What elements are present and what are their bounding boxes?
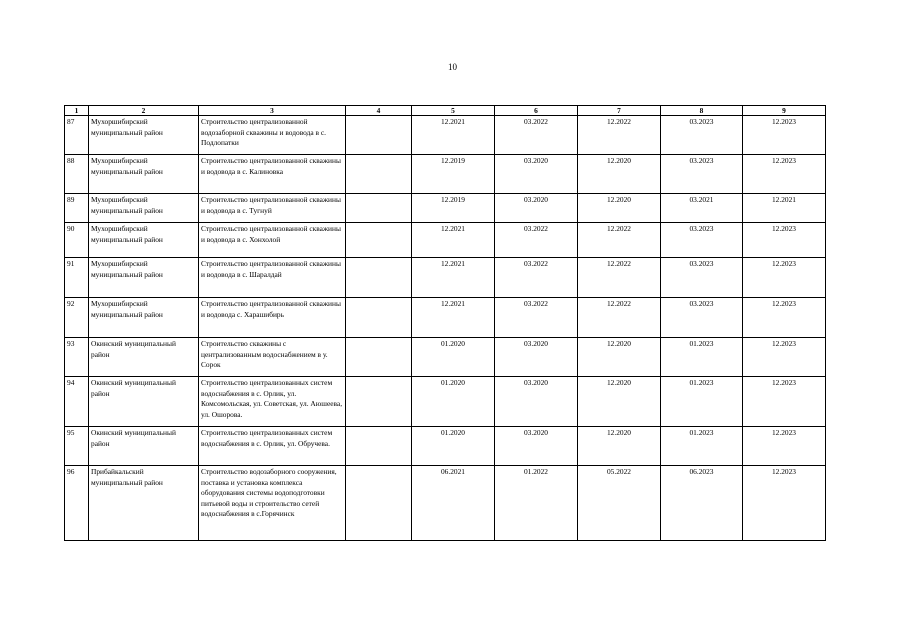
col9-date: 12.2023	[743, 223, 826, 258]
col6-date: 03.2022	[495, 116, 578, 155]
object-cell: Строительство централизованной скважины и водовода в с. Тугнуй	[199, 194, 346, 223]
col8-date: 03.2023	[661, 258, 743, 298]
col4-cell	[346, 427, 412, 466]
column-header-9: 9	[743, 106, 826, 116]
object-cell: Строительство централизованной водозаборной скважины и водовода в с. Подлопатки	[199, 116, 346, 155]
object-cell: Строительство скважины с централизованным водоснабжением в у. Сорок	[199, 338, 346, 377]
col5-date: 12.2021	[412, 298, 495, 338]
col9-date: 12.2023	[743, 116, 826, 155]
col7-date: 12.2020	[578, 377, 661, 427]
col8-date: 01.2023	[661, 338, 743, 377]
table-row	[65, 258, 826, 298]
column-header-4: 4	[346, 106, 412, 116]
col4-cell	[346, 298, 412, 338]
col8-date: 06.2023	[661, 466, 743, 541]
table-row	[65, 194, 826, 223]
col8-date: 01.2023	[661, 427, 743, 466]
table-row	[65, 298, 826, 338]
col7-date: 12.2022	[578, 298, 661, 338]
object-cell: Строительство централизованной скважины и водовода в с. Шаралдай	[199, 258, 346, 298]
table-row	[65, 427, 826, 466]
col6-date: 03.2022	[495, 223, 578, 258]
col9-date: 12.2023	[743, 377, 826, 427]
col6-date: 03.2022	[495, 258, 578, 298]
schedule-table	[64, 105, 826, 541]
column-header-3: 3	[199, 106, 346, 116]
col9-date: 12.2023	[743, 155, 826, 194]
row-number: 89	[65, 194, 89, 223]
col4-cell	[346, 155, 412, 194]
col7-date: 12.2022	[578, 116, 661, 155]
col5-date: 12.2021	[412, 116, 495, 155]
district-cell: Мухоршибирский муниципальный район	[89, 223, 199, 258]
row-number: 90	[65, 223, 89, 258]
district-cell: Мухоршибирский муниципальный район	[89, 116, 199, 155]
table-body	[65, 116, 826, 541]
col8-date: 03.2023	[661, 223, 743, 258]
object-cell: Строительство централизованной скважины и водовода в с. Калиновка	[199, 155, 346, 194]
col9-date: 12.2023	[743, 298, 826, 338]
col9-date: 12.2021	[743, 194, 826, 223]
district-cell: Окинский муниципальный район	[89, 427, 199, 466]
column-header-1: 1	[65, 106, 89, 116]
col7-date: 12.2020	[578, 155, 661, 194]
col5-date: 01.2020	[412, 338, 495, 377]
district-cell: Окинский муниципальный район	[89, 338, 199, 377]
col4-cell	[346, 194, 412, 223]
object-cell: Строительство водозаборного сооружения, поставка и установка комплекса оборудования системы водоподготовки питьевой воды и строительство сетей водоснабжения в с.Горячинск	[199, 466, 346, 541]
col4-cell	[346, 377, 412, 427]
district-cell: Прибайкальский муниципальный район	[89, 466, 199, 541]
col8-date: 01.2023	[661, 377, 743, 427]
col6-date: 03.2020	[495, 338, 578, 377]
col6-date: 01.2022	[495, 466, 578, 541]
row-number: 91	[65, 258, 89, 298]
row-number: 87	[65, 116, 89, 155]
col8-date: 03.2023	[661, 116, 743, 155]
col8-date: 03.2023	[661, 298, 743, 338]
col4-cell	[346, 338, 412, 377]
col7-date: 12.2022	[578, 258, 661, 298]
district-cell: Мухоршибирский муниципальный район	[89, 155, 199, 194]
district-cell: Мухоршибирский муниципальный район	[89, 194, 199, 223]
object-cell: Строительство централизованной скважины и водовода с. Харашибирь	[199, 298, 346, 338]
col5-date: 12.2019	[412, 194, 495, 223]
col5-date: 12.2019	[412, 155, 495, 194]
col5-date: 12.2021	[412, 223, 495, 258]
table-row	[65, 338, 826, 377]
col6-date: 03.2020	[495, 155, 578, 194]
col4-cell	[346, 466, 412, 541]
page-number: 10	[448, 62, 457, 72]
col5-date: 01.2020	[412, 427, 495, 466]
row-number: 96	[65, 466, 89, 541]
column-header-7: 7	[578, 106, 661, 116]
col9-date: 12.2023	[743, 338, 826, 377]
object-cell: Строительство централизованных систем водоснабжения в с. Орлик, ул. Комсомольская, ул. Советская, ул. Аюшеева, ул. Ошорова.	[199, 377, 346, 427]
col7-date: 12.2020	[578, 338, 661, 377]
district-cell: Окинский муниципальный район	[89, 377, 199, 427]
col9-date: 12.2023	[743, 258, 826, 298]
col5-date: 06.2021	[412, 466, 495, 541]
col9-date: 12.2023	[743, 427, 826, 466]
district-cell: Мухоршибирский муниципальный район	[89, 258, 199, 298]
row-number: 95	[65, 427, 89, 466]
column-header-6: 6	[495, 106, 578, 116]
col6-date: 03.2020	[495, 427, 578, 466]
object-cell: Строительство централизованных систем водоснабжения в с. Орлик, ул. Обручева.	[199, 427, 346, 466]
table-row	[65, 466, 826, 541]
col5-date: 12.2021	[412, 258, 495, 298]
table-row	[65, 116, 826, 155]
table-row	[65, 223, 826, 258]
column-header-8: 8	[661, 106, 743, 116]
col6-date: 03.2020	[495, 194, 578, 223]
col5-date: 01.2020	[412, 377, 495, 427]
header-row	[65, 106, 826, 116]
col8-date: 03.2021	[661, 194, 743, 223]
col9-date: 12.2023	[743, 466, 826, 541]
col6-date: 03.2022	[495, 298, 578, 338]
row-number: 92	[65, 298, 89, 338]
col7-date: 12.2020	[578, 427, 661, 466]
col4-cell	[346, 116, 412, 155]
col6-date: 03.2020	[495, 377, 578, 427]
row-number: 93	[65, 338, 89, 377]
row-number: 88	[65, 155, 89, 194]
row-number: 94	[65, 377, 89, 427]
col4-cell	[346, 223, 412, 258]
table-row	[65, 377, 826, 427]
table-row	[65, 155, 826, 194]
col7-date: 12.2022	[578, 223, 661, 258]
object-cell: Строительство централизованной скважины и водовода в с. Хонхолой	[199, 223, 346, 258]
district-cell: Мухоршибирский муниципальный район	[89, 298, 199, 338]
column-header-2: 2	[89, 106, 199, 116]
col4-cell	[346, 258, 412, 298]
col7-date: 12.2020	[578, 194, 661, 223]
column-header-5: 5	[412, 106, 495, 116]
col7-date: 05.2022	[578, 466, 661, 541]
col8-date: 03.2023	[661, 155, 743, 194]
